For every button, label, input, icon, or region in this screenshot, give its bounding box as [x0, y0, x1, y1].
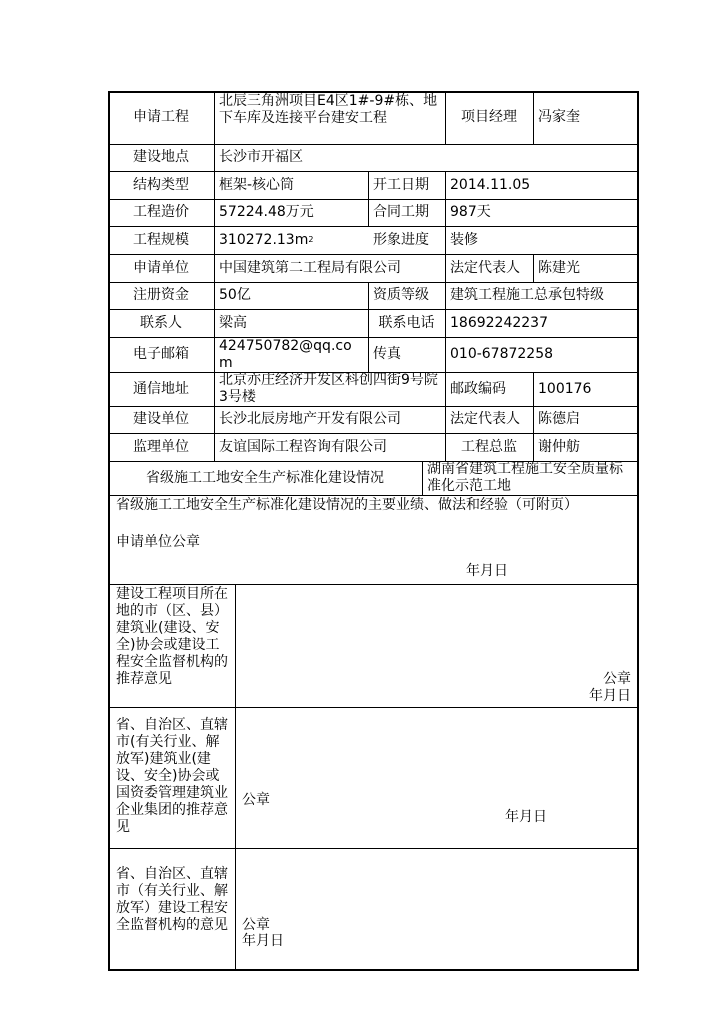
city-recommendation-seal: 公章 — [603, 671, 631, 687]
project-scale-value: 310272.13m 2 — [219, 231, 314, 248]
city-recommendation-label: 建设工程项目所在地的市（区、县）建筑业(建设、安全)协会或建设工程安全监督机构的推荐意见 — [116, 586, 228, 687]
start-date-value: 2014.11.05 — [450, 176, 531, 193]
row-divider — [108, 707, 639, 708]
registered-capital-value: 50亿 — [219, 287, 251, 303]
label-project-cost: 工程造价 — [133, 204, 189, 220]
label-progress: 形象进度 — [373, 231, 429, 248]
contact-person-value: 梁高 — [219, 314, 247, 331]
label-developer-legal-rep: 法定代表人 — [450, 411, 520, 427]
developer-value: 长沙北辰房地产开发有限公司 — [219, 411, 401, 427]
label-project-scale: 工程规模 — [133, 231, 189, 248]
email-value: 424750782@qq.com — [219, 337, 352, 371]
province-supervision-date: 年月日 — [242, 933, 284, 949]
safety-standardization-value: 湖南省建筑工程施工安全质量标准化示范工地 — [427, 461, 623, 494]
label-contract-period: 合同工期 — [373, 204, 429, 220]
label-mailing-address: 通信地址 — [133, 380, 189, 397]
project-manager-value: 冯家奎 — [538, 109, 580, 125]
label-qualification-level: 资质等级 — [373, 287, 429, 303]
qualification-level-value: 建筑工程施工总承包特级 — [450, 287, 604, 303]
progress-value: 装修 — [450, 231, 478, 248]
label-legal-representative: 法定代表人 — [450, 259, 520, 276]
label-start-date: 开工日期 — [373, 176, 429, 193]
label-construction-site: 建设地点 — [133, 149, 189, 165]
contact-phone-value: 18692242237 — [450, 314, 548, 331]
label-contact-person: 联系人 — [140, 314, 182, 331]
fax-value: 010-67872258 — [450, 346, 554, 362]
column-divider — [235, 584, 236, 971]
province-association-date: 年月日 — [505, 809, 547, 825]
row-divider — [108, 848, 639, 849]
applicant-seal: 申请单位公章 — [116, 534, 200, 550]
developer-legal-rep-value: 陈德启 — [538, 411, 580, 427]
applied-project-value: 北辰三角洲项目E4区1#-9#栋、地下车库及连接平台建安工程 — [219, 93, 438, 126]
chief-supervisor-value: 谢仲舫 — [538, 438, 580, 455]
province-supervision-label: 省、自治区、直辖市（有关行业、解放军）建设工程安全监督机构的意见 — [116, 866, 228, 933]
label-chief-supervisor: 工程总监 — [461, 438, 517, 455]
applicant-date: 年月日 — [466, 563, 508, 579]
label-supervision-unit: 监理单位 — [133, 438, 189, 455]
project-scale-number: 310272.13m — [219, 231, 309, 248]
supervision-unit-value: 友谊国际工程咨询有限公司 — [219, 438, 387, 455]
label-applicant-unit: 申请单位 — [133, 259, 189, 276]
province-association-seal: 公章 — [242, 792, 270, 808]
label-applied-project: 申请工程 — [133, 109, 189, 125]
label-registered-capital: 注册资金 — [133, 287, 189, 303]
label-contact-phone: 联系电话 — [378, 314, 435, 331]
label-postal-code: 邮政编码 — [450, 380, 506, 397]
achievements-description: 省级施工工地安全生产标准化建设情况的主要业绩、做法和经验（可附页） — [116, 497, 578, 513]
province-association-label: 省、自治区、直辖市(有关行业、解放军)建筑业(建设、安全)协会或国资委管理建筑业企业集团的推荐意见 — [116, 717, 228, 835]
postal-code-value: 100176 — [538, 380, 592, 397]
label-project-manager: 项目经理 — [461, 109, 517, 125]
contract-period-value: 987天 — [450, 204, 491, 220]
label-structure-type: 结构类型 — [133, 176, 189, 193]
mailing-address-value: 北京亦庄经济开发区科创四街9号院3号楼 — [219, 372, 438, 405]
legal-representative-value: 陈建光 — [538, 259, 580, 276]
row-divider — [108, 495, 639, 496]
label-developer: 建设单位 — [133, 411, 189, 427]
label-fax: 传真 — [373, 346, 401, 362]
structure-type-value: 框架-核心筒 — [219, 176, 295, 193]
label-email: 电子邮箱 — [133, 346, 189, 362]
city-recommendation-date: 年月日 — [589, 688, 631, 704]
label-safety-standardization: 省级施工工地安全生产标准化建设情况 — [146, 469, 384, 486]
applicant-unit-value: 中国建筑第二工程局有限公司 — [219, 259, 401, 276]
construction-site-value: 长沙市开福区 — [219, 149, 303, 165]
project-cost-value: 57224.48万元 — [219, 204, 314, 220]
row-divider — [108, 584, 639, 585]
province-supervision-seal: 公章 — [242, 917, 270, 933]
